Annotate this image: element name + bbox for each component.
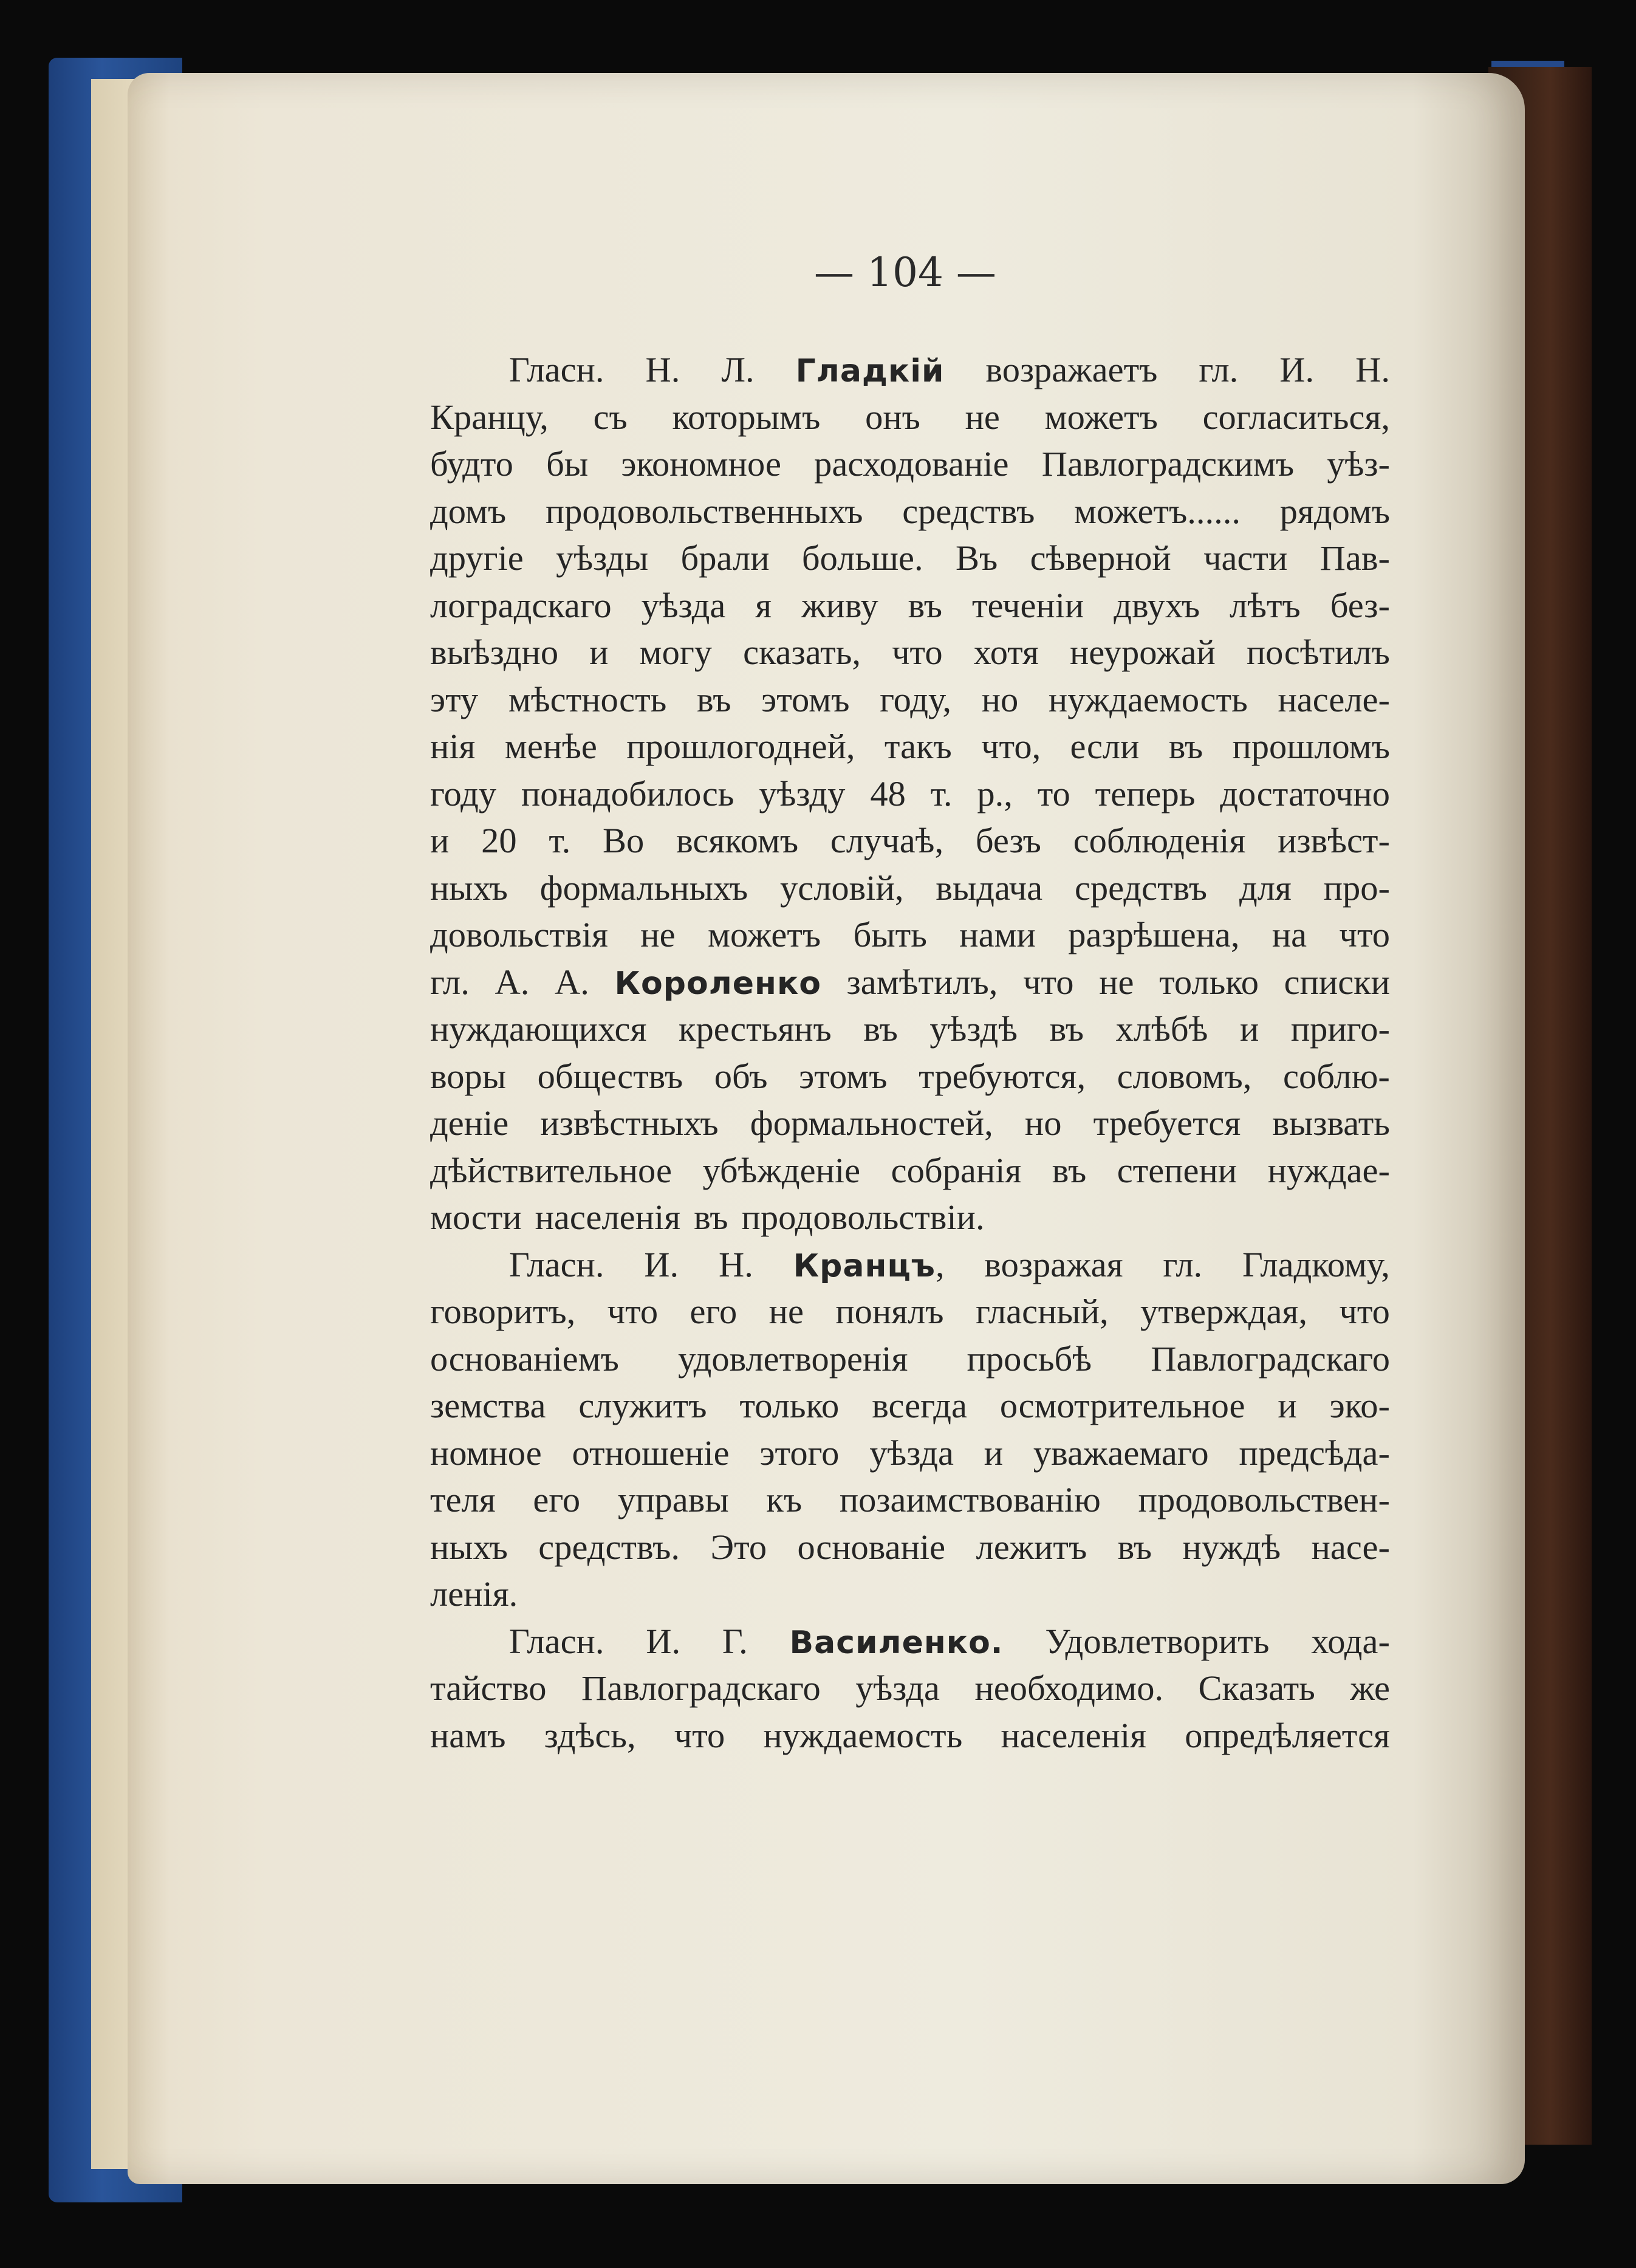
word: ныхъ: [430, 868, 508, 908]
word: необходимо.: [974, 1668, 1164, 1708]
word: въ: [1052, 1150, 1087, 1190]
word: я: [755, 585, 772, 625]
word: степени: [1117, 1150, 1237, 1190]
word: соблю-: [1283, 1056, 1390, 1096]
word: для: [1239, 868, 1292, 908]
word: уѣз-: [1327, 444, 1390, 484]
word: его: [533, 1480, 581, 1519]
word: земства: [430, 1386, 546, 1425]
word: гл.: [1163, 1244, 1203, 1284]
word: Н.: [645, 350, 680, 389]
word: собранія: [891, 1150, 1022, 1190]
word: быть: [853, 915, 927, 954]
word: объ: [714, 1056, 768, 1096]
word: можетъ......: [1074, 491, 1241, 531]
word: случаѣ,: [830, 821, 944, 860]
word: нуждающихся: [430, 1009, 647, 1049]
word: здѣсь,: [544, 1715, 636, 1755]
word: утверждая,: [1140, 1292, 1308, 1331]
word: неурожай: [1069, 632, 1216, 672]
text-line: [430, 629, 1390, 676]
word: гл.: [1199, 350, 1239, 389]
word: нуждае-: [1267, 1150, 1390, 1190]
word: нуждаемость: [763, 1715, 963, 1755]
word: средствъ.: [538, 1527, 680, 1567]
word: удовлетворенія: [678, 1338, 908, 1379]
word: хотя: [973, 632, 1039, 672]
text-line: [430, 817, 1390, 865]
word: прошломъ: [1232, 727, 1390, 766]
text-line: [430, 1288, 1390, 1335]
word: р.,: [977, 773, 1013, 814]
word: средствъ: [902, 491, 1035, 531]
word: уѣзда: [855, 1668, 940, 1708]
word: списки: [1284, 962, 1390, 1002]
word: въ: [694, 1197, 728, 1237]
word: лоградскаго: [430, 585, 612, 625]
text-line: [430, 488, 1390, 535]
word: году: [430, 773, 497, 814]
text-line: [430, 1524, 1390, 1571]
word: крестьянъ: [679, 1009, 832, 1049]
word: уѣзду: [759, 773, 846, 814]
word: что: [892, 632, 943, 672]
word: не: [1099, 962, 1134, 1002]
word: выдача: [936, 868, 1043, 908]
word: извѣст-: [1278, 821, 1390, 860]
word: безъ: [975, 821, 1041, 860]
word: расходованіе: [814, 444, 1009, 484]
word: въ: [1168, 727, 1203, 766]
word: управы: [617, 1480, 729, 1519]
speaker-name: Гладкій: [795, 353, 945, 389]
word: воры: [430, 1056, 507, 1096]
word: выѣздно: [430, 632, 559, 672]
text-line: [430, 676, 1390, 724]
word: Н.: [718, 1244, 753, 1284]
word: тайство: [430, 1668, 547, 1708]
word: разрѣшена,: [1068, 915, 1240, 954]
text-line: [430, 394, 1390, 441]
word: можетъ: [1044, 397, 1158, 437]
word: могу: [639, 632, 713, 672]
word: достаточно: [1220, 773, 1390, 814]
word: что: [1023, 962, 1074, 1002]
word: Сказать: [1198, 1668, 1315, 1708]
word: что: [1339, 1292, 1390, 1331]
word: и: [1278, 1386, 1297, 1425]
text-line: [430, 1476, 1390, 1524]
word: соблюденія: [1073, 821, 1246, 860]
text-line: [430, 1194, 1390, 1241]
word: нуждаемость: [1048, 679, 1248, 719]
word: экономное: [621, 444, 781, 484]
word: словомъ,: [1117, 1056, 1252, 1096]
word: что: [1339, 915, 1390, 954]
word: только: [739, 1386, 840, 1425]
word: такъ: [884, 727, 952, 766]
text-line: [430, 1571, 1390, 1618]
word: извѣстныхъ: [540, 1103, 719, 1143]
text-line: [430, 346, 1390, 394]
word: продовольствен-: [1138, 1480, 1390, 1519]
word: въ: [1049, 1009, 1084, 1049]
word: Павлоградскимъ: [1041, 444, 1295, 484]
word: насе-: [1311, 1527, 1390, 1567]
word: части: [1203, 538, 1288, 578]
word: уѣзды: [556, 538, 649, 578]
word: Гласн.: [509, 1621, 604, 1661]
word: его: [690, 1292, 738, 1331]
word: номное: [430, 1433, 542, 1473]
paragraph: [430, 346, 1390, 1241]
word: Это: [710, 1527, 767, 1567]
word: населенія: [1001, 1715, 1147, 1755]
text-line: [430, 1053, 1390, 1100]
word: довольствія: [430, 915, 608, 954]
word: хлѣбѣ: [1115, 1009, 1208, 1049]
word: основаніемъ: [430, 1338, 619, 1379]
word: понялъ: [835, 1292, 944, 1331]
text-line: [430, 1006, 1390, 1053]
word: уѣзда: [641, 585, 726, 625]
word: намъ: [430, 1715, 506, 1755]
word: которымъ: [672, 397, 821, 437]
word: требуется: [1093, 1103, 1241, 1143]
word: можетъ: [707, 915, 821, 954]
text-line: [430, 770, 1390, 818]
word: И.: [644, 1244, 679, 1284]
word: опредѣляется: [1185, 1715, 1390, 1755]
word: домъ: [430, 491, 507, 531]
paragraph: [430, 1241, 1390, 1618]
text-line: [430, 440, 1390, 488]
word: же: [1350, 1668, 1390, 1708]
word: служитъ: [578, 1386, 707, 1425]
word: что,: [981, 727, 1041, 766]
word: требуются,: [919, 1056, 1086, 1096]
word: посѣтилъ: [1246, 632, 1390, 672]
text-line: [430, 959, 1390, 1006]
word: говоритъ,: [430, 1292, 576, 1331]
word: уѣздѣ: [929, 1009, 1018, 1049]
word: основаніе: [797, 1527, 946, 1567]
word: условій,: [780, 868, 904, 908]
word: живу: [801, 585, 878, 625]
word: только: [1159, 962, 1259, 1002]
word: нуждѣ: [1182, 1527, 1281, 1567]
word: возражая: [984, 1244, 1123, 1284]
text-line: [430, 911, 1390, 959]
word: двухъ: [1114, 585, 1200, 625]
word: сѣверной: [1030, 538, 1171, 578]
word: то: [1037, 773, 1070, 814]
word: вызвать: [1272, 1103, 1390, 1143]
word: и: [984, 1433, 1004, 1473]
word: въ: [908, 585, 943, 625]
word: Во: [603, 821, 645, 860]
word: осмотрительное: [999, 1386, 1245, 1425]
word: этого: [759, 1433, 840, 1473]
text-line: [430, 1100, 1390, 1147]
word: этомъ: [799, 1056, 888, 1096]
word: про-: [1323, 868, 1390, 908]
word: лѣтъ: [1230, 585, 1301, 625]
word: хода-: [1311, 1621, 1390, 1661]
word: Удовлетворить: [1045, 1621, 1270, 1661]
word: т.: [930, 773, 953, 814]
word: понадобилось: [521, 773, 734, 814]
word: менѣе: [504, 727, 597, 766]
word: Въ: [956, 538, 998, 578]
text-line: [430, 865, 1390, 912]
word: теперь: [1095, 773, 1196, 814]
word: мѣстность: [508, 679, 667, 719]
word: Гласн.: [509, 350, 604, 389]
text-line: [430, 723, 1390, 770]
word: прошлогодней,: [626, 727, 855, 766]
word: ныхъ: [430, 1527, 508, 1567]
text-line: [430, 1712, 1390, 1759]
word: возражаетъ: [985, 350, 1158, 389]
text-line: [430, 535, 1390, 582]
page-number: — 104 —: [814, 249, 996, 296]
word: обществъ: [537, 1056, 683, 1096]
word: приго-: [1290, 1009, 1390, 1049]
word: году,: [880, 679, 952, 719]
word: нія: [430, 727, 476, 766]
word: формальностей,: [750, 1103, 993, 1143]
word: уѣзда: [869, 1433, 954, 1473]
word: если: [1070, 727, 1140, 766]
text-line: [430, 1335, 1390, 1383]
word: въ: [863, 1009, 898, 1049]
text-line: [430, 1430, 1390, 1477]
word: Гладкому,: [1242, 1244, 1390, 1284]
speaker-name: Кранцъ,: [793, 1244, 945, 1284]
word: предсѣда-: [1239, 1433, 1390, 1473]
word: теля: [430, 1480, 496, 1519]
word: не: [640, 915, 676, 954]
text-line: [430, 1618, 1390, 1665]
word: 48: [870, 773, 906, 814]
word: сказать,: [743, 632, 861, 672]
word: другіе: [430, 538, 524, 578]
word: И.: [646, 1621, 681, 1661]
body-text: [430, 346, 1390, 1759]
paragraph: [430, 1618, 1390, 1759]
speaker-name: Короленко: [614, 965, 821, 1002]
word: ленія.: [430, 1574, 518, 1614]
word: гласный,: [975, 1292, 1109, 1331]
word: бы: [546, 444, 589, 484]
word: всегда: [872, 1386, 967, 1425]
word: населенія: [535, 1197, 681, 1237]
word: И.: [1279, 350, 1315, 389]
word: теченіи: [971, 585, 1084, 625]
word: позаимствованію: [839, 1480, 1101, 1519]
word: и: [430, 821, 450, 860]
word: Гласн.: [509, 1244, 604, 1284]
word: эту: [430, 679, 479, 719]
word: Павлоградскаго: [581, 1668, 821, 1708]
word: А.: [495, 962, 530, 1002]
word: А.: [555, 962, 589, 1002]
word: убѣжденіе: [702, 1150, 861, 1190]
word: нами: [959, 915, 1036, 954]
word: отношеніе: [572, 1433, 730, 1473]
word: Г.: [722, 1621, 748, 1661]
word: без-: [1330, 585, 1390, 625]
word: просьбѣ: [967, 1338, 1092, 1379]
word: т.: [549, 821, 571, 860]
word: 20: [481, 821, 517, 860]
word: деніе: [430, 1103, 509, 1143]
word: Н.: [1355, 350, 1390, 389]
word: формальныхъ: [539, 868, 748, 908]
word: не: [768, 1292, 804, 1331]
text-line: [430, 1147, 1390, 1194]
word: съ: [593, 397, 628, 437]
word: онъ: [865, 397, 920, 437]
word: продовольственныхъ: [545, 491, 863, 531]
word: продовольствіи.: [741, 1197, 985, 1237]
word: но: [1024, 1103, 1062, 1143]
word: будто: [430, 444, 513, 484]
word: мости: [430, 1197, 522, 1237]
word: больше.: [801, 538, 923, 578]
word: этомъ: [761, 679, 850, 719]
word: что: [674, 1715, 725, 1755]
word: Павлоградскаго: [1151, 1338, 1390, 1379]
word: лежитъ: [976, 1527, 1087, 1567]
word: Кранцу,: [430, 397, 549, 437]
word: средствъ: [1074, 868, 1208, 908]
word: къ: [766, 1480, 803, 1519]
word: гл.: [430, 962, 470, 1002]
word: на: [1271, 915, 1307, 954]
word: Пав-: [1319, 538, 1390, 578]
text-line: [430, 582, 1390, 629]
word: дѣйствительное: [430, 1150, 672, 1190]
word: въ: [1117, 1527, 1152, 1567]
word: эко-: [1329, 1386, 1390, 1425]
word: уважаемаго: [1033, 1433, 1209, 1473]
word: не: [965, 397, 1000, 437]
text-line: [430, 1241, 1390, 1289]
word: населе-: [1278, 679, 1390, 719]
word: согласиться,: [1202, 397, 1390, 437]
word: замѣтилъ,: [846, 962, 998, 1002]
word: брали: [680, 538, 770, 578]
word: въ: [697, 679, 731, 719]
speaker-name: Василенко.: [789, 1624, 1004, 1661]
word: Л.: [721, 350, 755, 389]
word: всякомъ: [676, 821, 799, 860]
word: рядомъ: [1279, 491, 1390, 531]
word: но: [981, 679, 1019, 719]
word: и: [589, 632, 609, 672]
word: что: [607, 1292, 659, 1331]
text-line: [430, 1382, 1390, 1430]
text-line: [430, 1665, 1390, 1712]
word: и: [1239, 1009, 1259, 1049]
